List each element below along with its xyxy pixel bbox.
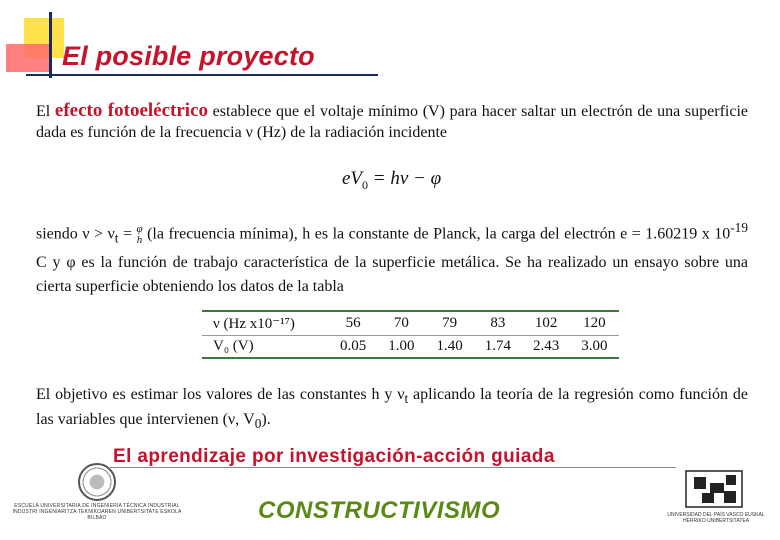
table-cell: 2.43 xyxy=(522,336,570,359)
p3-part2: aplicando la teoría de la regresión como función de las variables que intervienen (ν, V xyxy=(36,386,748,429)
frac-num: φ xyxy=(136,222,143,235)
school-name: ESCUELA UNIVERSITARIA DE INGENIERÍA TÉCNICA INDUSTRIAL INDUSTRI INGENIARITZA TEKNIKOAREN UNIBERTSITATE ESKOLA BILBAO xyxy=(12,503,182,521)
formula-rhs: = hν − φ xyxy=(368,168,442,189)
table-cell: 102 xyxy=(522,311,570,336)
footer-divider xyxy=(110,467,676,468)
formula-lhs: eV xyxy=(342,168,363,189)
p1-highlight: efecto fotoeléctrico xyxy=(54,100,208,121)
table-cell: 70 xyxy=(377,311,425,336)
table-cell: 56 xyxy=(329,311,377,336)
data-table xyxy=(202,310,619,359)
p2-part2: = xyxy=(118,225,137,243)
table-cell: 83 xyxy=(474,311,522,336)
table-cell: 1.40 xyxy=(426,336,474,359)
p2-part1: siendo ν > ν xyxy=(36,225,115,243)
decor-red-square xyxy=(6,44,52,72)
table-cell: 120 xyxy=(570,311,618,336)
table-cell: 1.00 xyxy=(377,336,425,359)
row2-header: V₀ (V) xyxy=(202,336,329,359)
paragraph-definitions xyxy=(36,216,748,299)
p2-part4: C y φ es la función de trabajo característica de la superficie metálica. Se ha realizado un ensayo sobre una cierta superficie obteniendo los datos de la tabla xyxy=(36,253,748,295)
school-seal-icon xyxy=(78,463,116,501)
p3-sub-0: 0 xyxy=(254,416,262,432)
table-row-frequency xyxy=(202,311,619,336)
p2-sub-t: t xyxy=(114,230,119,246)
table-cell: 0.05 xyxy=(329,336,377,359)
university-name: UNIVERSIDAD DEL PAÍS VASCO EUSKAL HERRIKO UNIBERTSITATEA xyxy=(667,512,765,524)
table-row-voltage xyxy=(202,336,619,359)
university-logo-icon xyxy=(684,469,744,509)
p1-rest: establece que el voltaje mínimo (V) para hacer saltar un electrón de una superficie dada es función de la frecuencia ν (Hz) de la radiación incidente xyxy=(36,103,748,141)
p2-exp: -19 xyxy=(730,220,749,235)
photoelectric-formula xyxy=(342,168,441,193)
frac-den: h xyxy=(136,233,143,246)
table-cell: 79 xyxy=(426,311,474,336)
row1-header: ν (Hz x10⁻¹⁷) xyxy=(202,311,329,336)
table-cell: 3.00 xyxy=(570,336,618,359)
formula-sub: 0 xyxy=(362,177,369,192)
slide-title: El posible proyecto xyxy=(62,41,315,71)
paragraph-objective xyxy=(36,384,748,434)
p3-sub-t: t xyxy=(404,391,409,407)
table-cell: 1.74 xyxy=(474,336,522,359)
decor-vertical-line xyxy=(49,12,52,78)
p2-part3: (la frecuencia mínima), h es la constante de Planck, la carga del electrón e = 1.60219 x 10 xyxy=(142,225,731,243)
p3-part1: El objetivo es estimar los valores de las constantes h y ν xyxy=(36,386,405,403)
decor-horizontal-line xyxy=(26,74,378,76)
constructivismo-label: CONSTRUCTIVISMO xyxy=(258,497,501,524)
paragraph-photoelectric xyxy=(36,100,748,143)
footer-banner: El aprendizaje por investigación-acción guiada xyxy=(113,446,555,467)
p1-lead: El xyxy=(36,103,55,120)
p3-part3: ). xyxy=(261,411,271,429)
